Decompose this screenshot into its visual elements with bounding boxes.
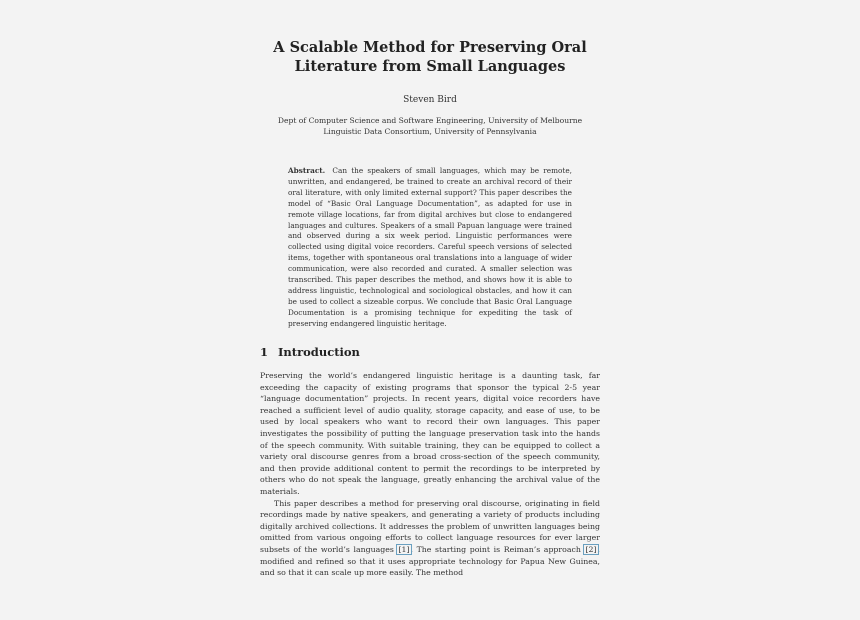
section-title: Introduction [278,345,360,359]
section-number: 1 [260,345,269,359]
abstract [288,166,572,330]
paragraph-2-part-3: , modified and refined so that it uses appropriate technology for Papua New Guinea, and so that it can scale up more easily. The method [260,544,600,578]
title-line-1: A Scalable Method for Preserving Oral [273,39,587,56]
paragraph-2-part-2: . The starting point is Reiman’s approach [410,544,585,554]
affiliation-line-2: Linguistic Data Consortium, University of Pennsylvania [323,127,537,136]
paragraph-1: Preserving the world’s endangered linguistic heritage is a daunting task, far exceeding the capacity of existing programs that sponsor the typical 2-5 year “language documentation” projects. In recent years, digital voice recorders have reached a sufficient level of audio quality, storage capacity, and ease of use, to be used by local speakers who want to record their own languages. This paper investigates the possibility of putting the language preservation task into the hands of the speech community. With suitable training, they can be equipped to collect a variety oral discourse genres from a broad cross-section of the speech community, and then provide additional content to permit the recordings to be interpreted by others who do not speak the language, greatly enhancing the archival value of the materials. [260,371,600,496]
citation-link-2[interactable]: [2] [585,544,597,554]
paragraph-2-part-1: This paper describes a method for preserving oral discourse, originating in field recordings made by native speakers, and generating a variety of products including digitally archived collections. It addresses the problem of unwritten languages being omitted from various ongoing efforts to collect language resources for ever larger subsets of the world’s languages [260,498,600,554]
paragraph-2 [260,498,600,579]
author-name: Steven Bird [403,95,457,105]
body-text [260,370,600,579]
abstract-label: Abstract. [288,166,326,175]
paper-title [0,38,860,76]
section-heading [260,345,360,359]
abstract-text: Can the speakers of small languages, which may be remote, unwritten, and endangered, be trained to create an archival record of their oral literature, with only limited external support? This paper describes the model of “Basic Oral Language Documentation”, as adapted for use in remote village locations, far from digital archives but close to endangered languages and cultures. Speakers of a small Papuan language were trained and observed during a six week period. Linguistic performances were collected using digital voice recorders. Careful speech versions of selected items, together with spontaneous oral translations into a language of wider communication, were also recorded and curated. A smaller selection was transcribed. This paper describes the method, and shows how it is able to address linguistic, technological and sociological obstacles, and how it can be used to collect a sizeable corpus. We conclude that Basic Oral Language Documentation is a promising technique for expediting the task of preserving endangered linguistic heritage. [288,166,572,328]
author-affiliation [0,115,860,137]
affiliation-line-1: Dept of Computer Science and Software Engineering, University of Melbourne [277,116,583,125]
title-line-2: Literature from Small Languages [294,58,566,75]
citation-link-1[interactable]: [1] [398,544,410,554]
